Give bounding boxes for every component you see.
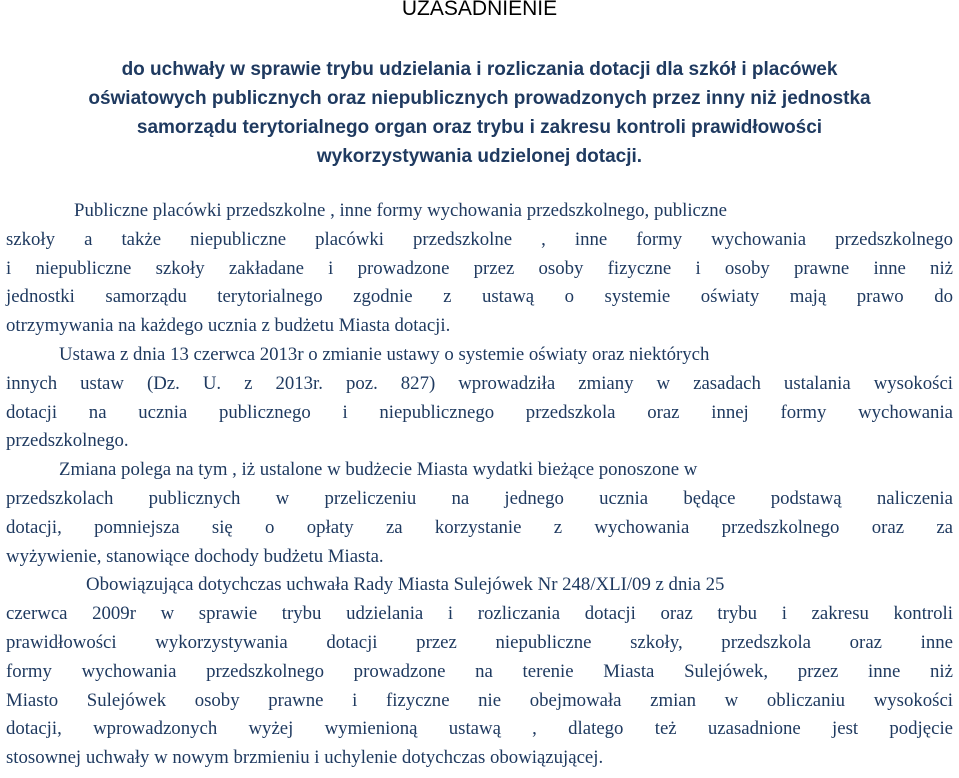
subtitle-line: samorządu terytorialnego organ oraz trybu i zakresu kontroli prawidłowości [136,117,823,138]
paragraph-public-institutions [6,197,953,341]
paragraph-line: stosownej uchwały w nowym brzmieniu i uchylenie dotychczas obowiązującej. [6,747,604,769]
paragraph-line: jednostki samorządu terytorialnego zgodnie z ustawą o systemie oświaty mają prawo do [6,286,953,308]
paragraph-line: Zmiana polega na tym , iż ustalone w budżecie Miasta wydatki bieżące ponoszone w [59,459,698,481]
paragraph-previous-resolution [6,571,953,773]
subtitle-line: wykorzystywania udzielonej dotacji. [316,146,643,167]
paragraph-change-description [6,456,953,571]
paragraph-line: Obowiązująca dotychczas uchwała Rady Miasta Sulejówek Nr 248/XLI/09 z dnia 25 [86,574,725,596]
paragraph-line: wyżywienie, stanowiące dochody budżetu Miasta. [6,545,384,567]
paragraph-line: i niepubliczne szkoły zakładane i prowadzone przez osoby fizyczne i osoby prawne inne niż [6,257,953,279]
paragraph-line: dotacji, pomniejsza się o opłaty za korzystanie z wychowania przedszkolnego oraz za [6,516,953,538]
paragraph-line: dotacji, wprowadzonych wyżej wymienioną ustawą , dlatego też uzasadnione jest podjęcie [6,718,953,740]
paragraph-line: Ustawa z dnia 13 czerwca 2013r o zmianie ustawy o systemie oświaty oraz niektórych [59,343,710,365]
paragraph-line: innych ustaw (Dz. U. z 2013r. poz. 827) wprowadziła zmiany w zasadach ustalania wysokości [6,372,953,394]
paragraph-line: szkoły a także niepubliczne placówki przedszkolne , inne formy wychowania przedszkolnego [6,228,953,250]
paragraph-line: Publiczne placówki przedszkolne , inne formy wychowania przedszkolnego, publiczne [74,200,727,221]
subtitle-line: do uchwały w sprawie trybu udzielania i rozliczania dotacji dla szkół i placówek [121,59,838,80]
paragraph-line: prawidłowości wykorzystywania dotacji przez niepubliczne szkoły, przedszkola oraz inne [6,631,953,653]
paragraph-line: Miasto Sulejówek osoby prawne i fizyczne nie obejmowała zmian w obliczaniu wysokości [6,689,953,711]
document-subtitle [0,55,959,171]
document-title: UZASADNIENIE [401,0,558,20]
paragraph-line: otrzymywania na każdego ucznia z budżetu Miasta dotacji. [6,315,451,337]
paragraph-line: formy wychowania przedszkolnego prowadzone na terenie Miasta Sulejówek, przez inne niż [6,660,953,682]
paragraph-line: dotacji na ucznia publicznego i niepublicznego przedszkola oraz innej formy wychowania [6,401,953,423]
subtitle-line: oświatowych publicznych oraz niepublicznych prowadzonych przez inny niż jednostka [88,88,871,109]
paragraph-line: czerwca 2009r w sprawie trybu udzielania i rozliczania dotacji oraz trybu i zakresu kontroli [6,603,953,625]
paragraph-act-2013 [6,341,953,456]
document-body [6,197,953,773]
paragraph-line: przedszkolnego. [6,430,129,452]
paragraph-line: przedszkolach publicznych w przeliczeniu na jednego ucznia będące podstawą naliczenia [6,487,953,509]
